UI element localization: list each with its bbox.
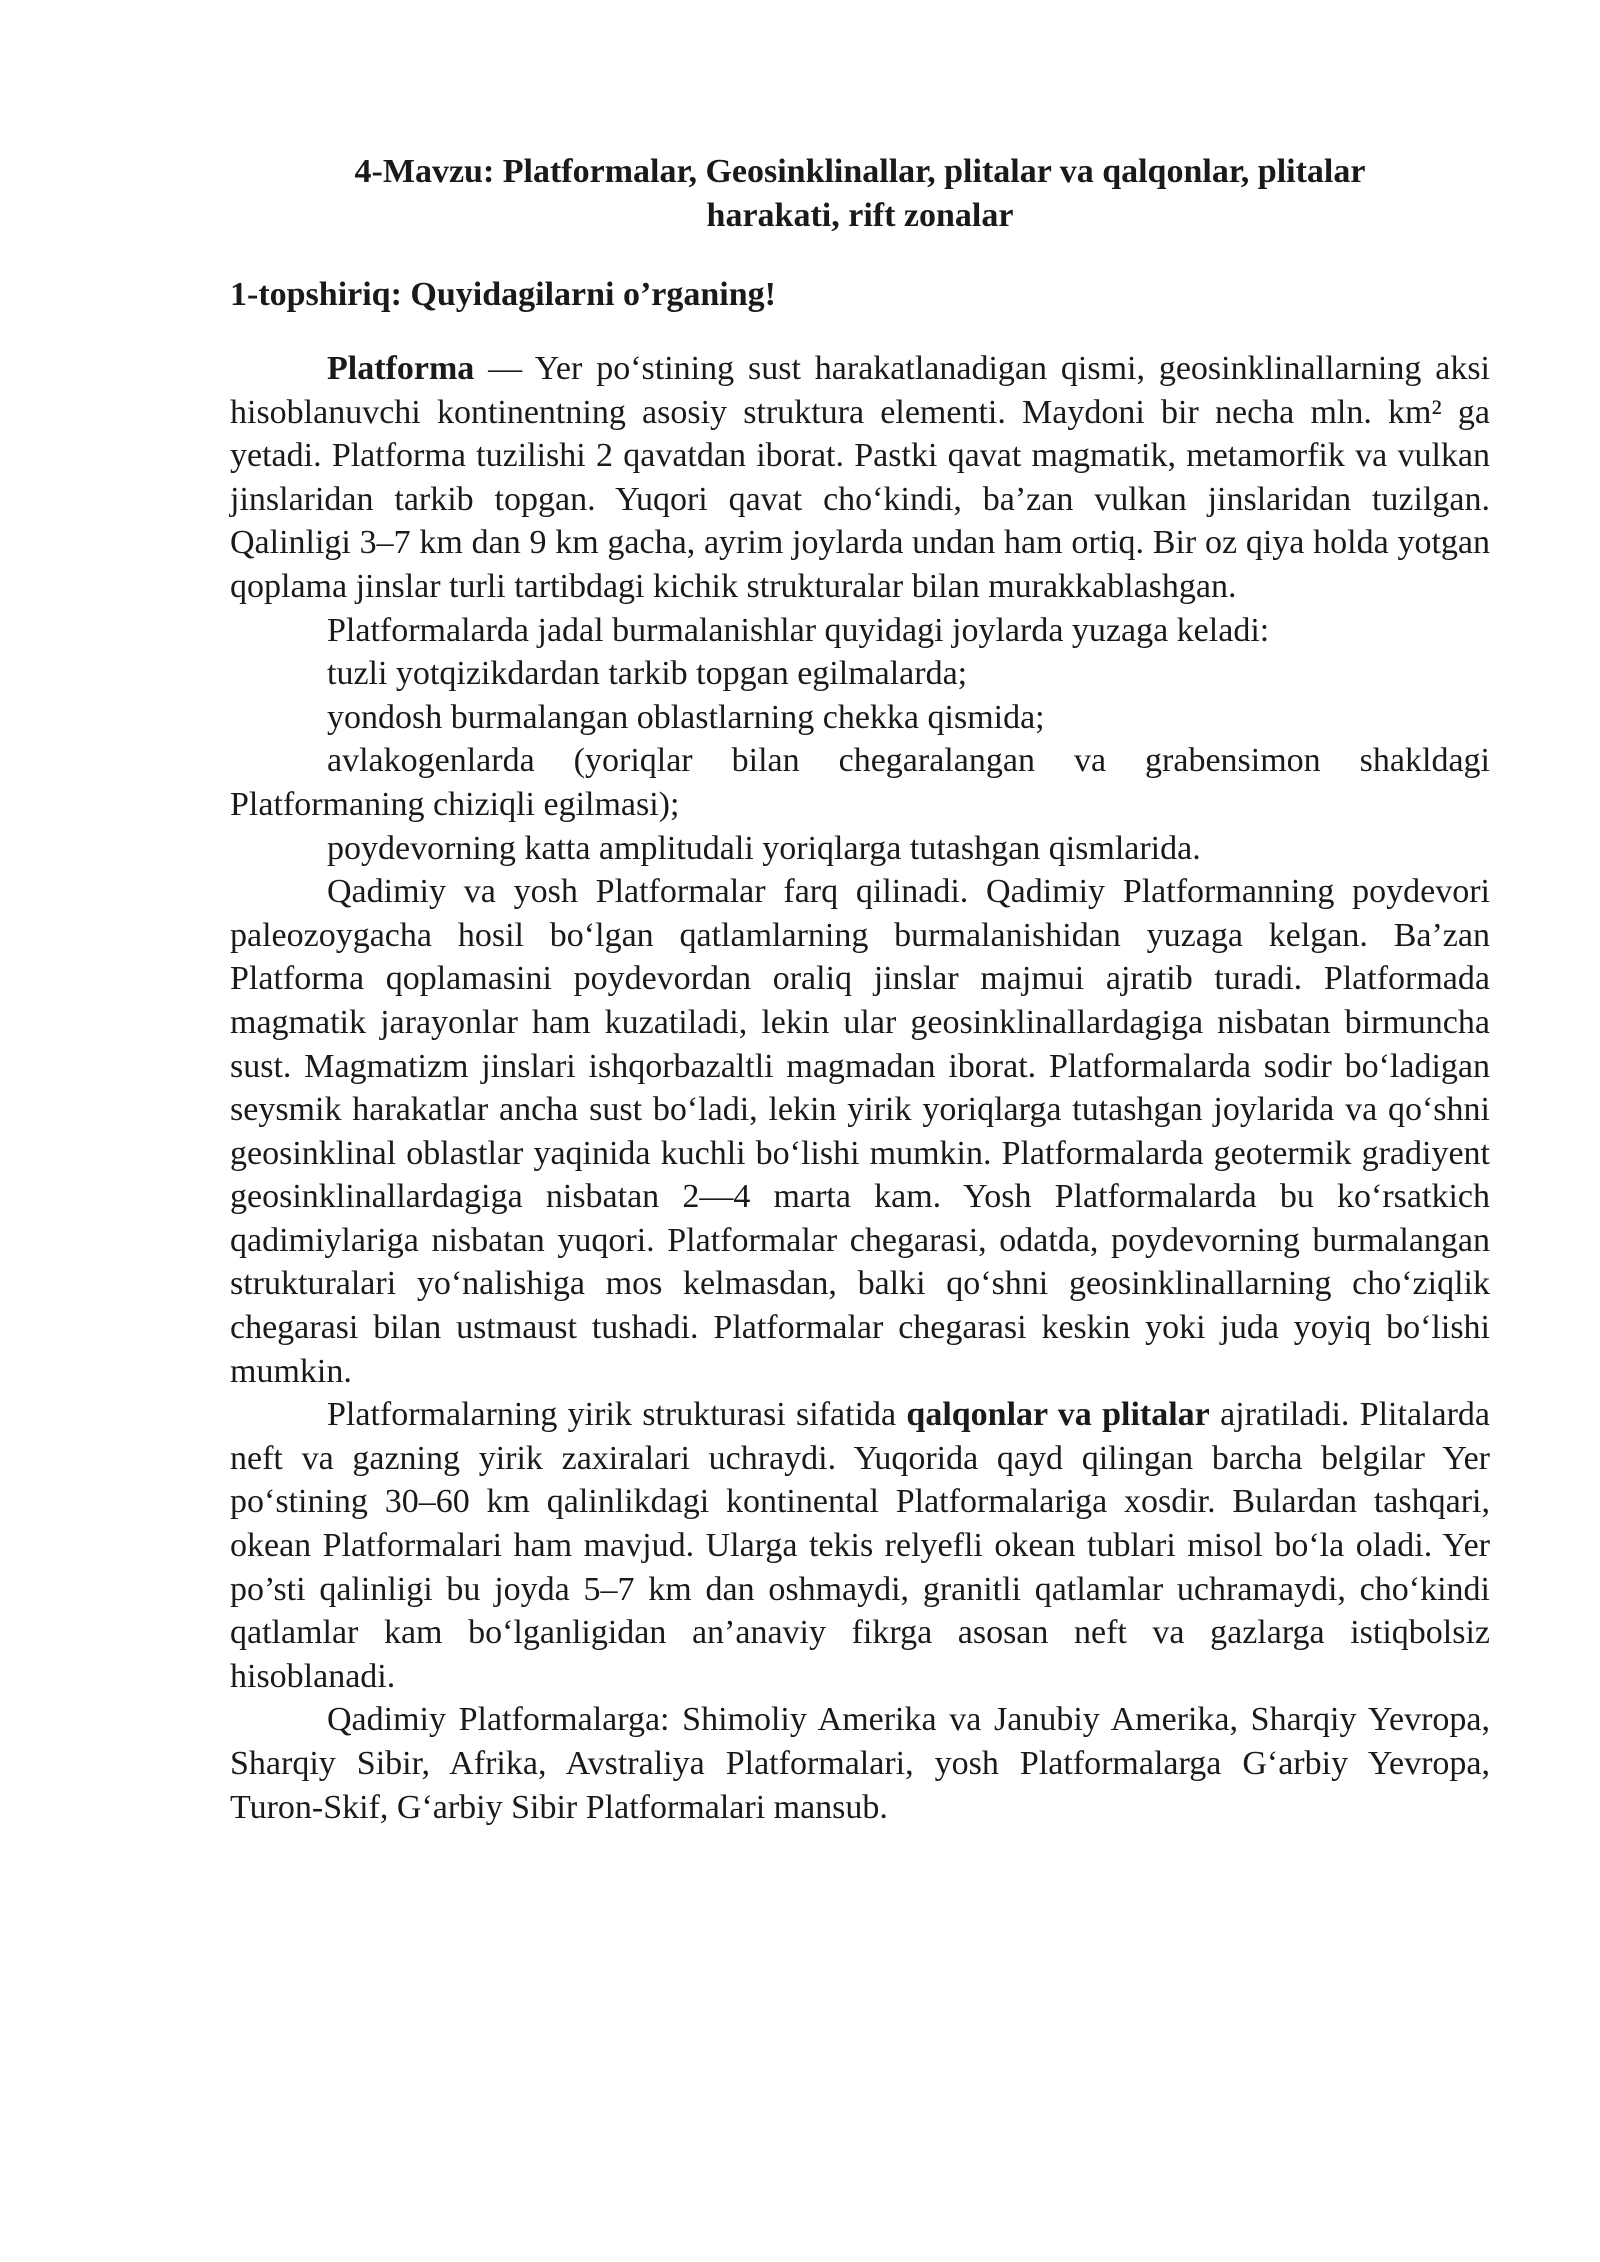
task-heading: 1-topshiriq: Quyidagilarni o’rganing! [230,276,776,313]
paragraph-text: — Yer po‘stining sust harakatlanadigan qismi, geosinklinallarning aksi hisoblanuvchi kontinentning asosiy struktura elementi. Maydoni bir necha mln. km² ga yetadi. Platforma tuzilishi 2 qavatdan iborat. Pastki qavat magmatik, metamorfik va vulkan jinslaridan tarkib topgan. Yuqori qavat cho‘kindi, ba’zan vulkan jinslaridan tuzilgan. Qalinligi 3–7 km dan 9 km gacha, ayrim joylarda undan ham ortiq. Bir oz qiya holda yotgan qoplama jinslar turli tartibdagi kichik strukturalar bilan murakkablashgan. [230,350,1490,605]
paragraph-text: Platformalarning yirik strukturasi sifatida [327,1396,907,1434]
paragraph-platform-list: Qadimiy Platformalarga: Shimoliy Amerika va Janubiy Amerika, Sharqiy Yevropa, Sharqiy Sibir, Afrika, Avstraliya Platformalari, yosh Platformalarga G‘arbiy Yevropa, Turon-Skif, G‘arbiy Sibir Platformalari mansub. [230,1701,1490,1826]
document-title [230,150,1490,238]
title-line-1: 4-Mavzu: Platformalar, Geosinklinallar, plitalar va qalqonlar, plitalar [354,153,1366,190]
paragraph-platforma-definition [230,347,1490,609]
list-item: poydevorning katta amplitudali yoriqlarga tutashgan qismlarida. [327,829,1201,867]
list-item: avlakogenlarda (yoriqlar bilan chegaralangan va grabensimon shakldagi Platformaning chiziqli egilmasi); [230,742,1490,823]
title-line-2: harakati, rift zonalar [706,197,1014,234]
paragraph-text: ajratiladi. Plitalarda neft va gazning yirik zaxiralari uchraydi. Yuqorida qayd qilingan barcha belgilar Yer po‘stining 30–60 km qalinlikdagi kontinental Platformalariga xosdir. Bulardan tashqari, okean Platformalari ham mavjud. Ularga tekis relyefli okean tublari misol bo‘la oladi. Yer po’sti qalinligi bu joyda 5–7 km dan oshmaydi, granitli qatlamlar uchramaydi, cho‘kindi qatlamlar kam bo‘lganligidan an’anaviy fikrga asosan neft va gazlarga istiqbolsiz hisoblanadi. [230,1396,1490,1695]
body-text [230,347,1490,1829]
paragraph-shields-plates [230,1393,1490,1698]
term-platforma: Platforma [327,350,475,387]
paragraph-ancient-young: Qadimiy va yosh Platformalar farq qilinadi. Qadimiy Platformanning poydevori paleozoygacha hosil bo‘lgan qatlamlarning burmalanishidan yuzaga kelgan. Ba’zan Platforma qoplamasini poydevordan oraliq jinslar majmui ajratib turadi. Platformada magmatik jarayonlar ham kuzatiladi, lekin ular geosinklinallardagiga nisbatan birmuncha sust. Magmatizm jinslari ishqorbazaltli magmadan iborat. Platformalarda sodir bo‘ladigan seysmik harakatlar ancha sust bo‘ladi, lekin yirik yoriqlarga tutashgan joylarida va qo‘shni geosinklinal oblastlar yaqinida kuchli bo‘lishi mumkin. Platformalarda geotermik gradiyent geosinklinallardagiga nisbatan 2—4 marta kam. Yosh Platformalarda bu ko‘rsatkich qadimiylariga nisbatan yuqori. Platformalar chegarasi, odatda, poydevorning burmalangan strukturalari yo‘nalishiga mos kelmasdan, balki qo‘shni geosinklinallarning cho‘ziqlik chegarasi bilan ustmaust tushadi. Platformalar chegarasi keskin yoki juda yoyiq bo‘lishi mumkin. [230,873,1490,1390]
list-item: tuzli yotqizikdardan tarkib topgan egilmalarda; [327,655,968,693]
list-item: yondosh burmalangan oblastlarning chekka qismida; [327,698,1045,736]
paragraph-folding-intro: Platformalarda jadal burmalanishlar quyidagi joylarda yuzaga keladi: [327,611,1270,649]
term-shields-plates: qalqonlar va plitalar [906,1396,1210,1434]
document-page [230,150,1490,1829]
